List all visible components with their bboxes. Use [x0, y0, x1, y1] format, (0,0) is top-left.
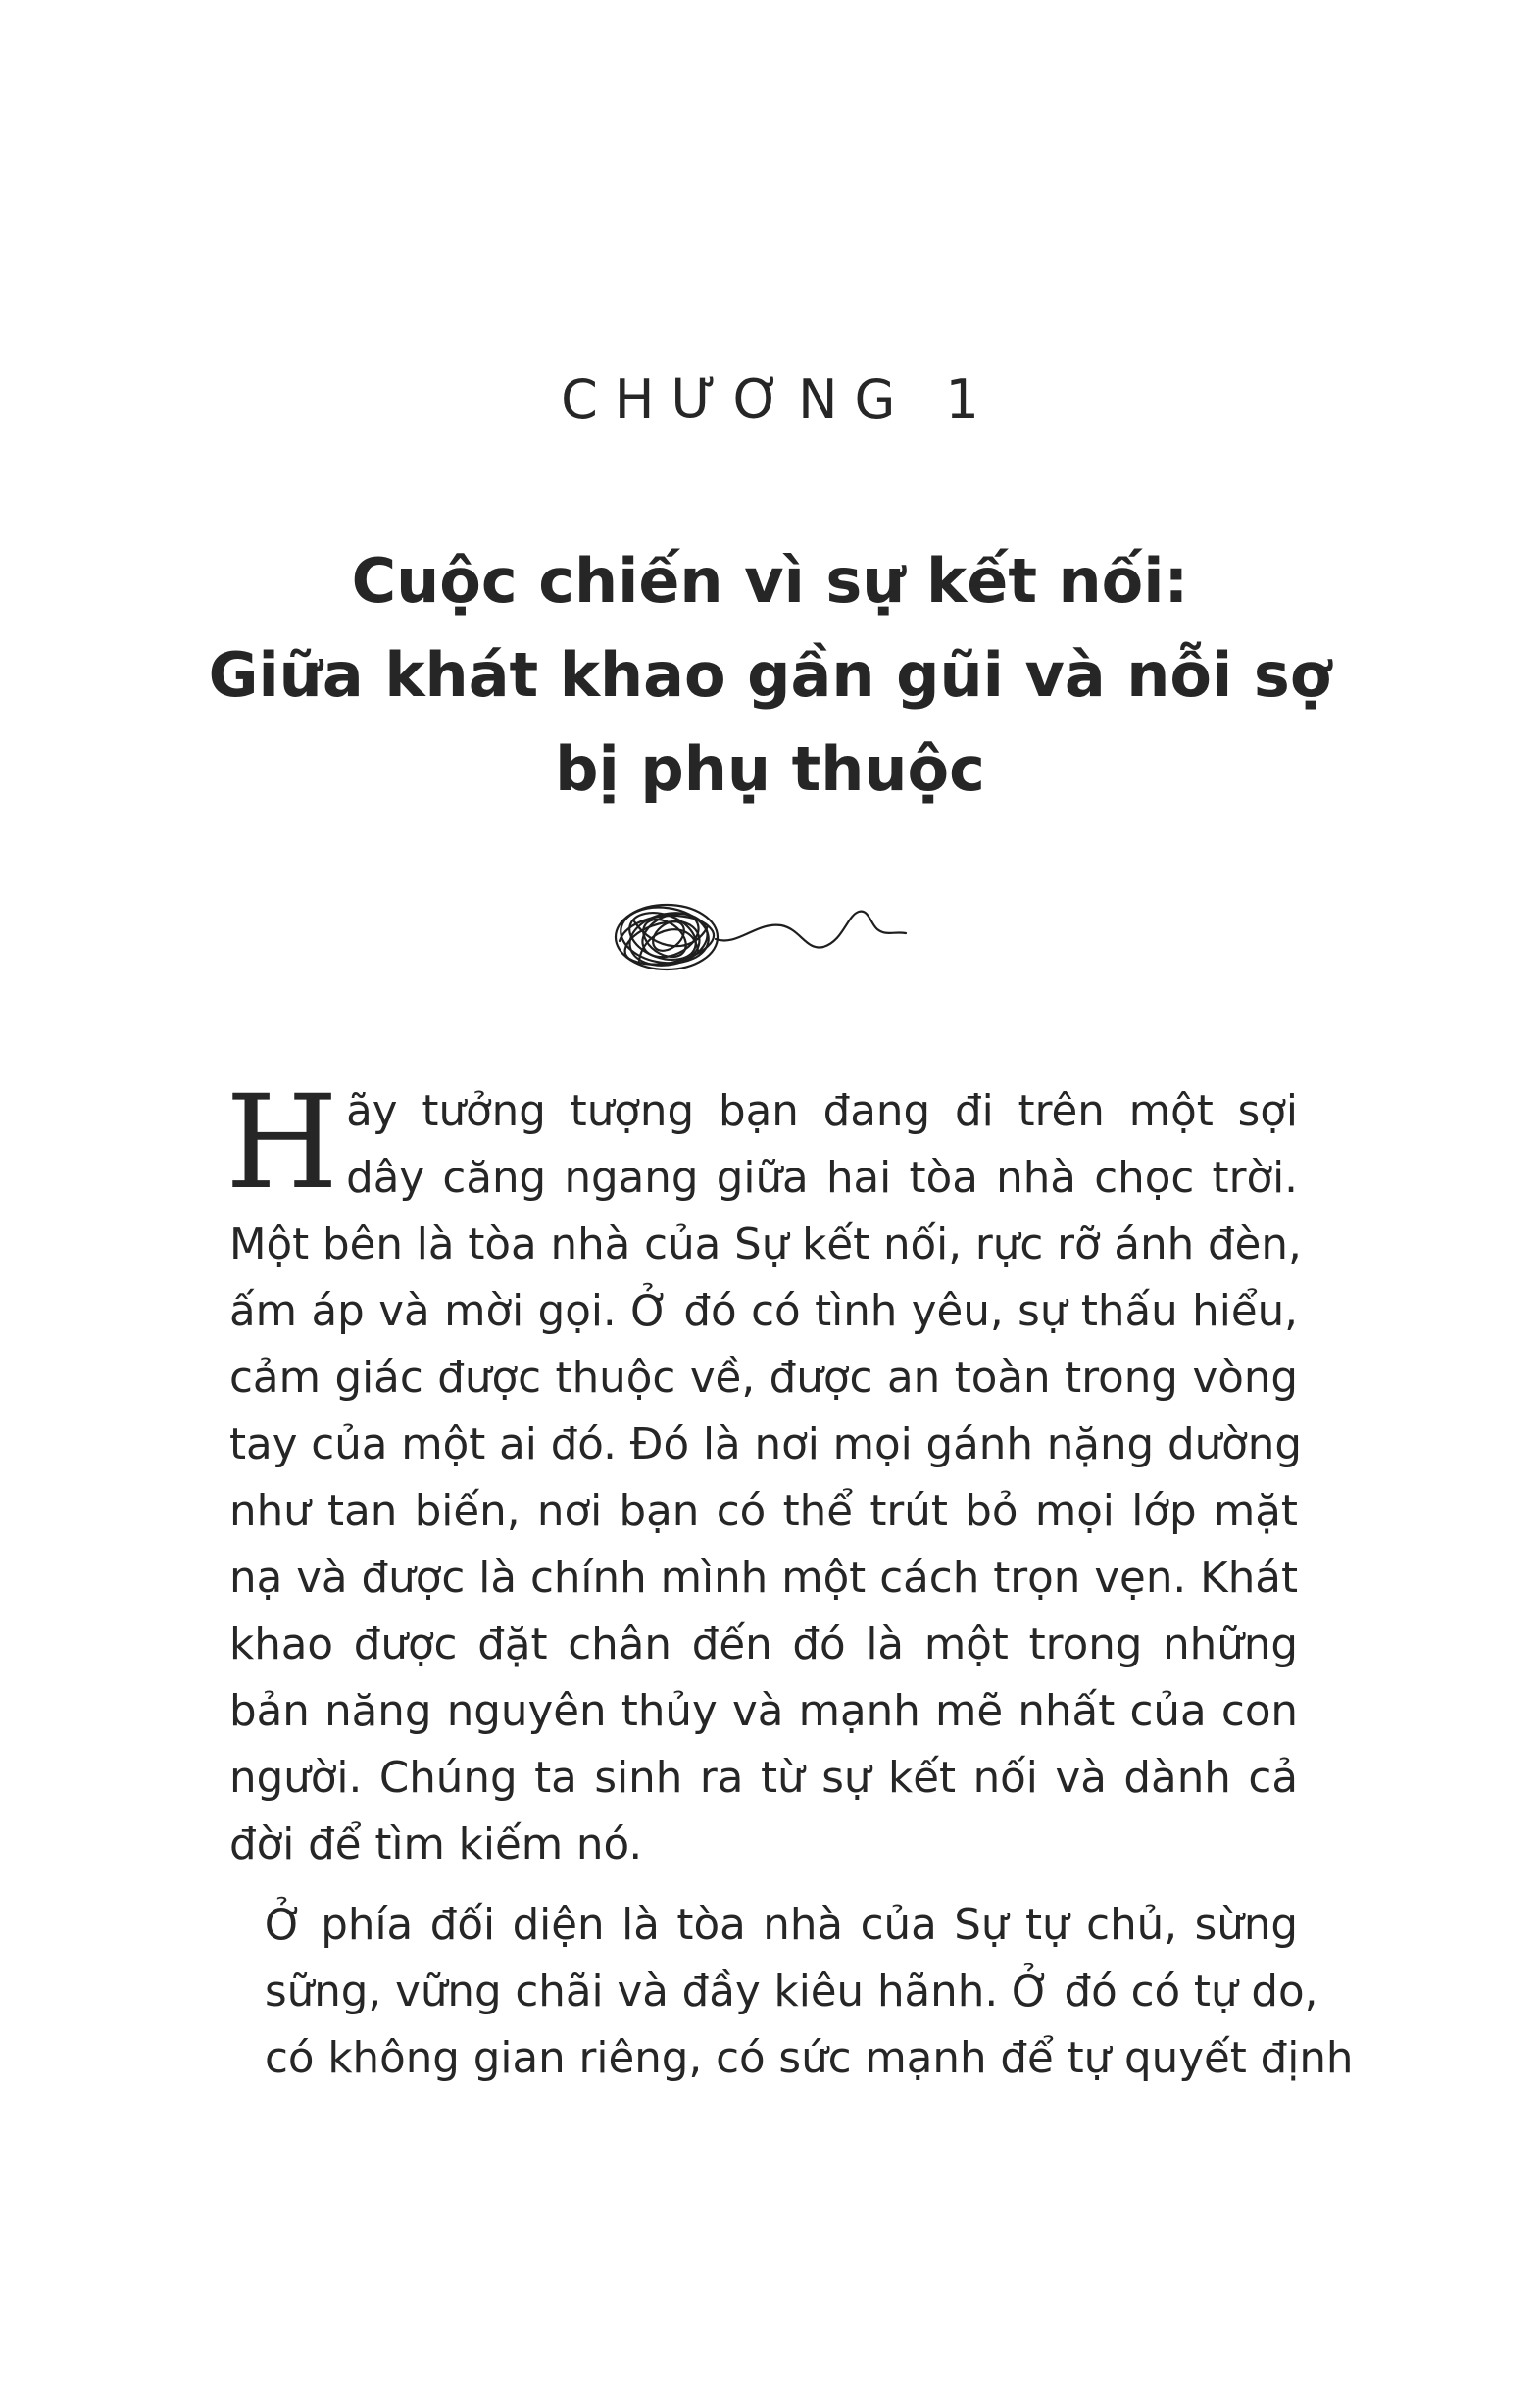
text-line: ãy tưởng tượng bạn đang đi trên một sợi: [346, 1087, 1298, 1136]
text-line: Ở phía đối diện là tòa nhà của Sự tự chủ, sừng: [265, 1901, 1298, 1950]
text-line: sững, vững chãi và đầy kiêu hãnh. Ở đó có tự do,: [265, 1967, 1318, 2016]
text-line: người. Chúng ta sinh ra từ sự kết nối và dành cả: [229, 1754, 1298, 1803]
tangled-thread-icon: [600, 882, 914, 990]
chapter-title-line: Cuộc chiến vì sự kết nối:: [351, 545, 1189, 617]
paragraph: [225, 1068, 1302, 1878]
chapter-label: CHƯƠNG 1: [561, 369, 996, 430]
drop-cap: H: [225, 1068, 339, 1218]
text-line: cảm giác được thuộc về, được an toàn trong vòng: [229, 1354, 1298, 1403]
text-line: như tan biến, nơi bạn có thể trút bỏ mọi lớp mặt: [229, 1487, 1298, 1536]
body-text: [225, 1068, 1354, 2092]
chapter-title: [137, 534, 1403, 817]
text-line: tay của một ai đó. Đó là nơi mọi gánh nặng dường: [229, 1420, 1302, 1469]
paragraph: [229, 1892, 1354, 2092]
text-line: nạ và được là chính mình một cách trọn vẹn. Khát: [229, 1554, 1298, 1603]
text-line: có không gian riêng, có sức mạnh để tự quyết định: [265, 2034, 1354, 2083]
text-line: đời để tìm kiếm nó.: [229, 1820, 643, 1869]
text-line: bản năng nguyên thủy và mạnh mẽ nhất của con: [229, 1687, 1298, 1736]
chapter-title-line: bị phụ thuộc: [555, 733, 985, 805]
chapter-title-line: Giữa khát khao gần gũi và nỗi sợ: [208, 639, 1332, 711]
text-line: Một bên là tòa nhà của Sự kết nối, rực rỡ ánh đèn,: [229, 1220, 1302, 1269]
text-line: dây căng ngang giữa hai tòa nhà chọc trời.: [346, 1154, 1298, 1203]
text-line: ấm áp và mời gọi. Ở đó có tình yêu, sự thấu hiểu,: [229, 1287, 1298, 1336]
text-line: khao được đặt chân đến đó là một trong những: [229, 1620, 1298, 1669]
